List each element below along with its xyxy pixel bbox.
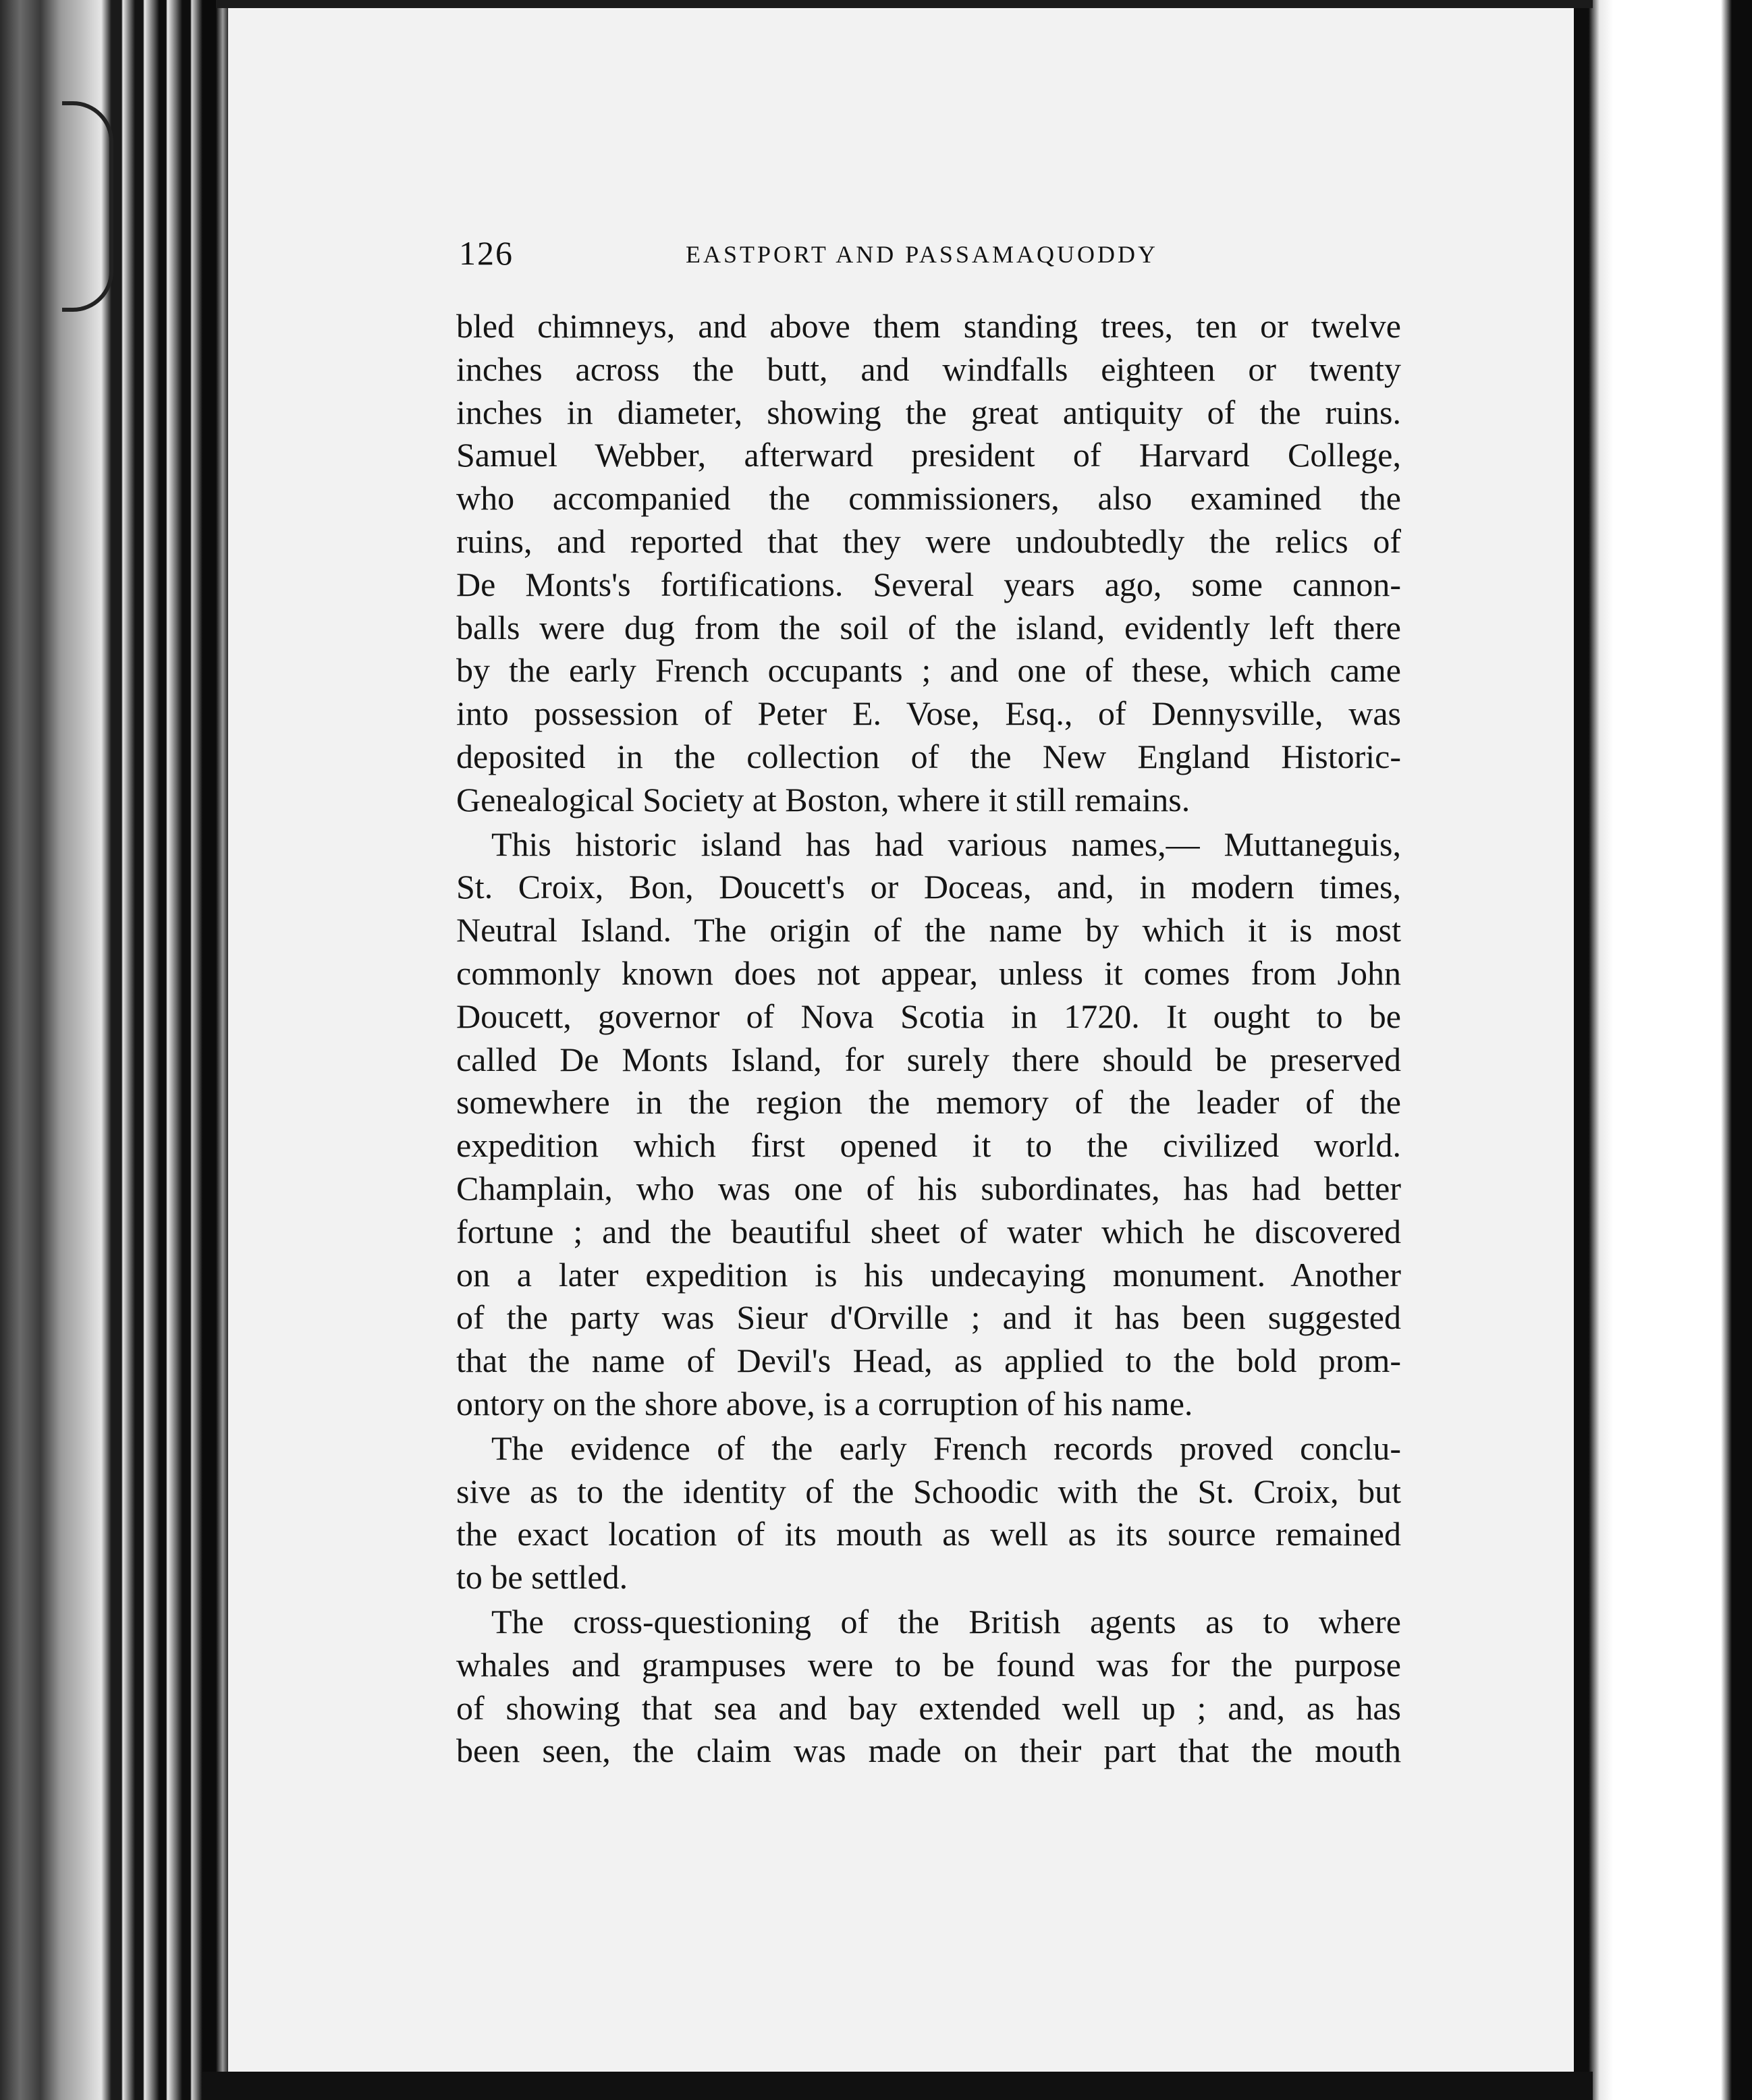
text-line: De Monts's fortifications. Several years ago, some cannon- [456, 565, 1401, 603]
text-line: deposited in the collection of the New England Historic- [456, 737, 1401, 775]
text-line: on a later expedition is his undecaying monument. Another [456, 1255, 1401, 1294]
text-line: Doucett, governor of Nova Scotia in 1720. It ought to be [456, 997, 1401, 1035]
text-line: the exact location of its mouth as well as its source remained [456, 1515, 1401, 1553]
text-line: who accompanied the commissioners, also examined the [456, 479, 1401, 518]
text-line: fortune ; and the beautiful sheet of water which he discovered [456, 1212, 1401, 1250]
text-line: ruins, and reported that they were undoubtedly the relics of [456, 522, 1401, 560]
text-line: been seen, the claim was made on their part that the mouth [456, 1732, 1401, 1770]
text-line: to be settled. [456, 1558, 628, 1597]
text-line: Neutral Island. The origin of the name by which it is most [456, 911, 1401, 949]
running-title: EASTPORT AND PASSAMAQUODDY [686, 241, 1158, 268]
text-line: whales and grampuses were to be found was for the purpose [456, 1645, 1401, 1684]
text-line: sive as to the identity of the Schoodic with the St. Croix, but [456, 1472, 1401, 1510]
text-line: by the early French occupants ; and one of these, which came [456, 651, 1401, 690]
text-line: St. Croix, Bon, Doucett's or Doceas, and, in modern times, [456, 868, 1401, 906]
text-line: that the name of Devil's Head, as applied to the bold prom- [456, 1342, 1401, 1380]
text-line: The evidence of the early French records proved conclu- [491, 1429, 1401, 1467]
text-line: Genealogical Society at Boston, where it still remains. [456, 780, 1190, 819]
running-header [459, 233, 1404, 281]
text-line: inches across the butt, and windfalls eighteen or twenty [456, 350, 1401, 388]
text-line: This historic island has had various names,— Muttaneguis, [491, 825, 1401, 863]
text-line: balls were dug from the soil of the island, evidently left there [456, 608, 1401, 646]
margin-stamp-mark [62, 101, 113, 312]
top-scan-edge [216, 0, 1593, 8]
text-line: ontory on the shore above, is a corruption of his name. [456, 1384, 1193, 1422]
text-line: of showing that sea and bay extended well up ; and, as has [456, 1688, 1401, 1727]
page-number: 126 [459, 234, 514, 272]
paragraph [456, 305, 1401, 822]
text-line: Champlain, who was one of his subordinates, has had better [456, 1169, 1401, 1207]
body-text [456, 305, 1401, 1773]
right-book-binding [1572, 0, 1752, 2100]
text-line: bled chimneys, and above them standing trees, ten or twelve [456, 307, 1401, 345]
text-line: of the party was Sieur d'Orville ; and it has been suggested [456, 1298, 1401, 1337]
text-line: into possession of Peter E. Vose, Esq., of Dennysville, was [456, 694, 1401, 733]
paragraph [456, 1601, 1401, 1773]
text-line: called De Monts Island, for surely there should be preserved [456, 1040, 1401, 1078]
text-line: expedition which first opened it to the civilized world. [456, 1126, 1401, 1165]
text-line: commonly known does not appear, unless it comes from John [456, 954, 1401, 992]
paragraph [456, 823, 1401, 1426]
left-book-binding [0, 0, 229, 2100]
text-line: The cross-questioning of the British agents as to where [491, 1602, 1401, 1640]
text-line: Samuel Webber, afterward president of Harvard College, [456, 436, 1401, 474]
text-line: inches in diameter, showing the great antiquity of the ruins. [456, 393, 1401, 431]
bottom-scan-edge [202, 2072, 1593, 2100]
paragraph [456, 1427, 1401, 1599]
text-line: somewhere in the region the memory of the leader of the [456, 1083, 1401, 1122]
